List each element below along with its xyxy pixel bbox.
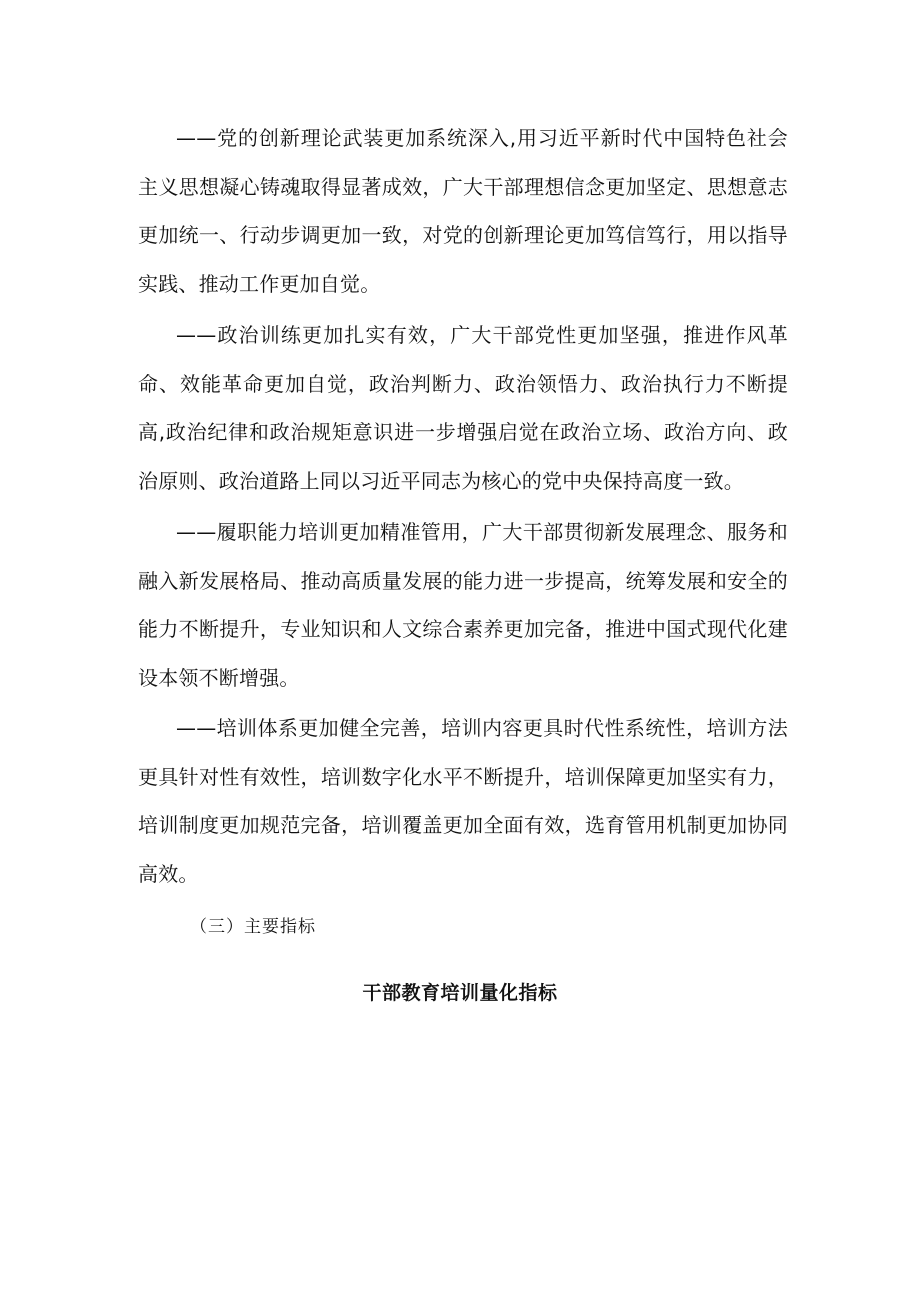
paragraph-political-training: ——政治训练更加扎实有效，广大干部党性更加坚强，推进作风革命、效能革命更加自觉，政治判断力、政治领悟力、政治执行力不断提高,政治纪律和政治规矩意识进一步增强启觉在政治立场、政治方向、政治原则、政治道路上同以习近平同志为核心的党中央保持高度一致。	[138, 323, 788, 494]
section-subheading: （三）主要指标	[190, 917, 316, 937]
paragraph-theory-arming: ——党的创新理论武装更加系统深入,用习近平新时代中国特色社会主义思想凝心铸魂取得显著成效，广大干部理想信念更加坚定、思想意志更加统一、行动步调更加一致，对党的创新理论更加笃信笃行，用以指导实践、推动工作更加自觉。	[138, 126, 788, 297]
paragraph-training-system: ——培训体系更加健全完善，培训内容更具时代性系统性，培训方法更具针对性有效性，培训数字化水平不断提升，培训保障更加坚实有力，培训制度更加规范完备，培训覆盖更加全面有效，选育管用机制更加协同高效。	[138, 716, 788, 887]
paragraph-capability-training: ——履职能力培训更加精准管用，广大干部贯彻新发展理念、服务和融入新发展格局、推动高质量发展的能力进一步提高，统筹发展和安全的能力不断提升，专业知识和人文综合素养更加完备，推进中国式现代化建设本领不断增强。	[138, 520, 788, 691]
table-title: 干部教育培训量化指标	[362, 982, 558, 1004]
